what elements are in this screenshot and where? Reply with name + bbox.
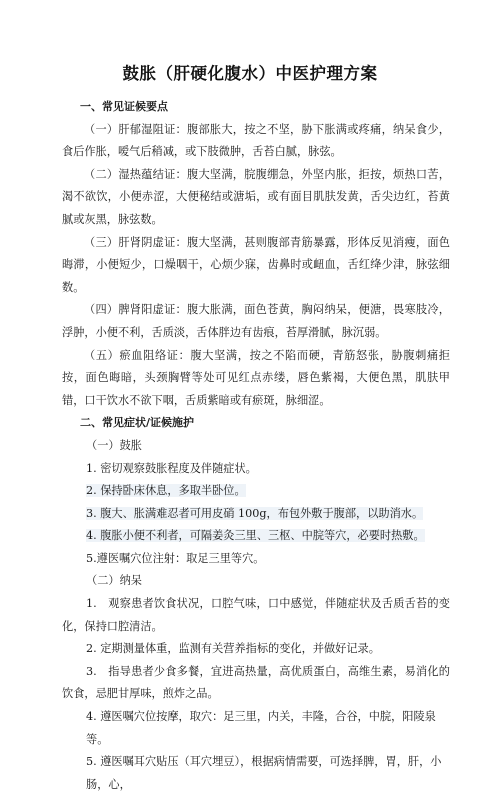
syndrome-paragraph: （二）湿热蕴结证：腹大坚满，脘腹绷急，外坚内胀，拒按，烦热口苦，渴不欲饮，小便赤涩，大便秘结或溏垢，或有面目肌肤发黄，舌尖边红，苔黄腻或灰黑，脉弦数。: [62, 167, 450, 226]
document-title: 鼓胀（肝硬化腹水）中医护理方案: [122, 64, 378, 83]
document-body: [62, 96, 450, 796]
list-item: 5. 遵医嘱耳穴贴压（耳穴埋豆），根据病情需要，可选择脾，胃，肝，小肠，心，: [86, 755, 442, 791]
list-item: 5.遵医嘱穴位注射：取足三里等穴。: [86, 551, 265, 565]
list-item-text: 4. 腹胀小便不利者，可隔姜灸三里、三枢、中脘等穴，必要时热敷。: [86, 529, 425, 543]
syndrome-paragraph: （一）肝郁湿阻证：腹部胀大，按之不坚，胁下胀满或疼痛，纳呆食少，食后作胀，嗳气后稍减，或下肢微肿，舌苔白腻，脉弦。: [62, 122, 450, 159]
list-item: 1. 观察患者饮食状况，口腔气味，口中感觉，伴随症状及舌质舌苔的变化，保持口腔清洁。: [62, 597, 450, 633]
list-item: [62, 525, 450, 548]
list-item: 4. 遵医嘱穴位按摩，取穴：足三里，内关，丰隆，合谷，中脘，阳陵泉等。: [86, 710, 436, 746]
section-heading: 二、常见症状/证候施护: [80, 416, 195, 430]
subsection-label: （二）纳呆: [86, 574, 142, 588]
list-item-text: 3. 腹大、胀满难忍者可用皮硝 100g，布包外敷于腹部，以助消水。: [86, 506, 424, 520]
section-heading: 一、常见证候要点: [80, 100, 168, 113]
syndrome-paragraph: （三）肝肾阴虚证：腹大坚满，甚则腹部青筋暴露，形体反见消瘦，面色晦滞，小便短少，口燥咽干，心烦少寐，齿鼻时或衄血，舌红绛少津，脉弦细数。: [62, 235, 450, 294]
subsection-label: （一）鼓胀: [86, 438, 142, 452]
syndrome-paragraph: （五）瘀血阻络证：腹大坚满，按之不陷而硬，青筋怒张，胁腹刺痛拒按，面色晦暗，头颈胸臂等处可见红点赤缕，唇色紫褐，大便色黑，肌肤甲错，口干饮水不欲下咽，舌质紫暗或有瘀斑，脉细涩。: [62, 348, 450, 407]
list-item: 3. 指导患者少食多餐，宜进高热量，高优质蛋白，高维生素，易消化的饮食，忌肥甘厚味，煎炸之品。: [62, 664, 450, 701]
list-item: 1. 密切观察鼓胀程度及伴随症状。: [86, 461, 257, 475]
list-item: [62, 480, 450, 503]
list-item: [62, 503, 450, 526]
list-item: 2. 定期测量体重，监测有关营养指标的变化，并做好记录。: [86, 642, 380, 656]
list-item-text: 2. 保持卧床休息，多取半卧位。: [86, 484, 246, 498]
syndrome-paragraph: （四）脾肾阳虚证：腹大胀满，面色苍黄，胸闷纳呆，便溏，畏寒肢冷，浮肿，小便不利，舌质淡，舌体胖边有齿痕，苔厚滑腻，脉沉弱。: [62, 303, 450, 339]
